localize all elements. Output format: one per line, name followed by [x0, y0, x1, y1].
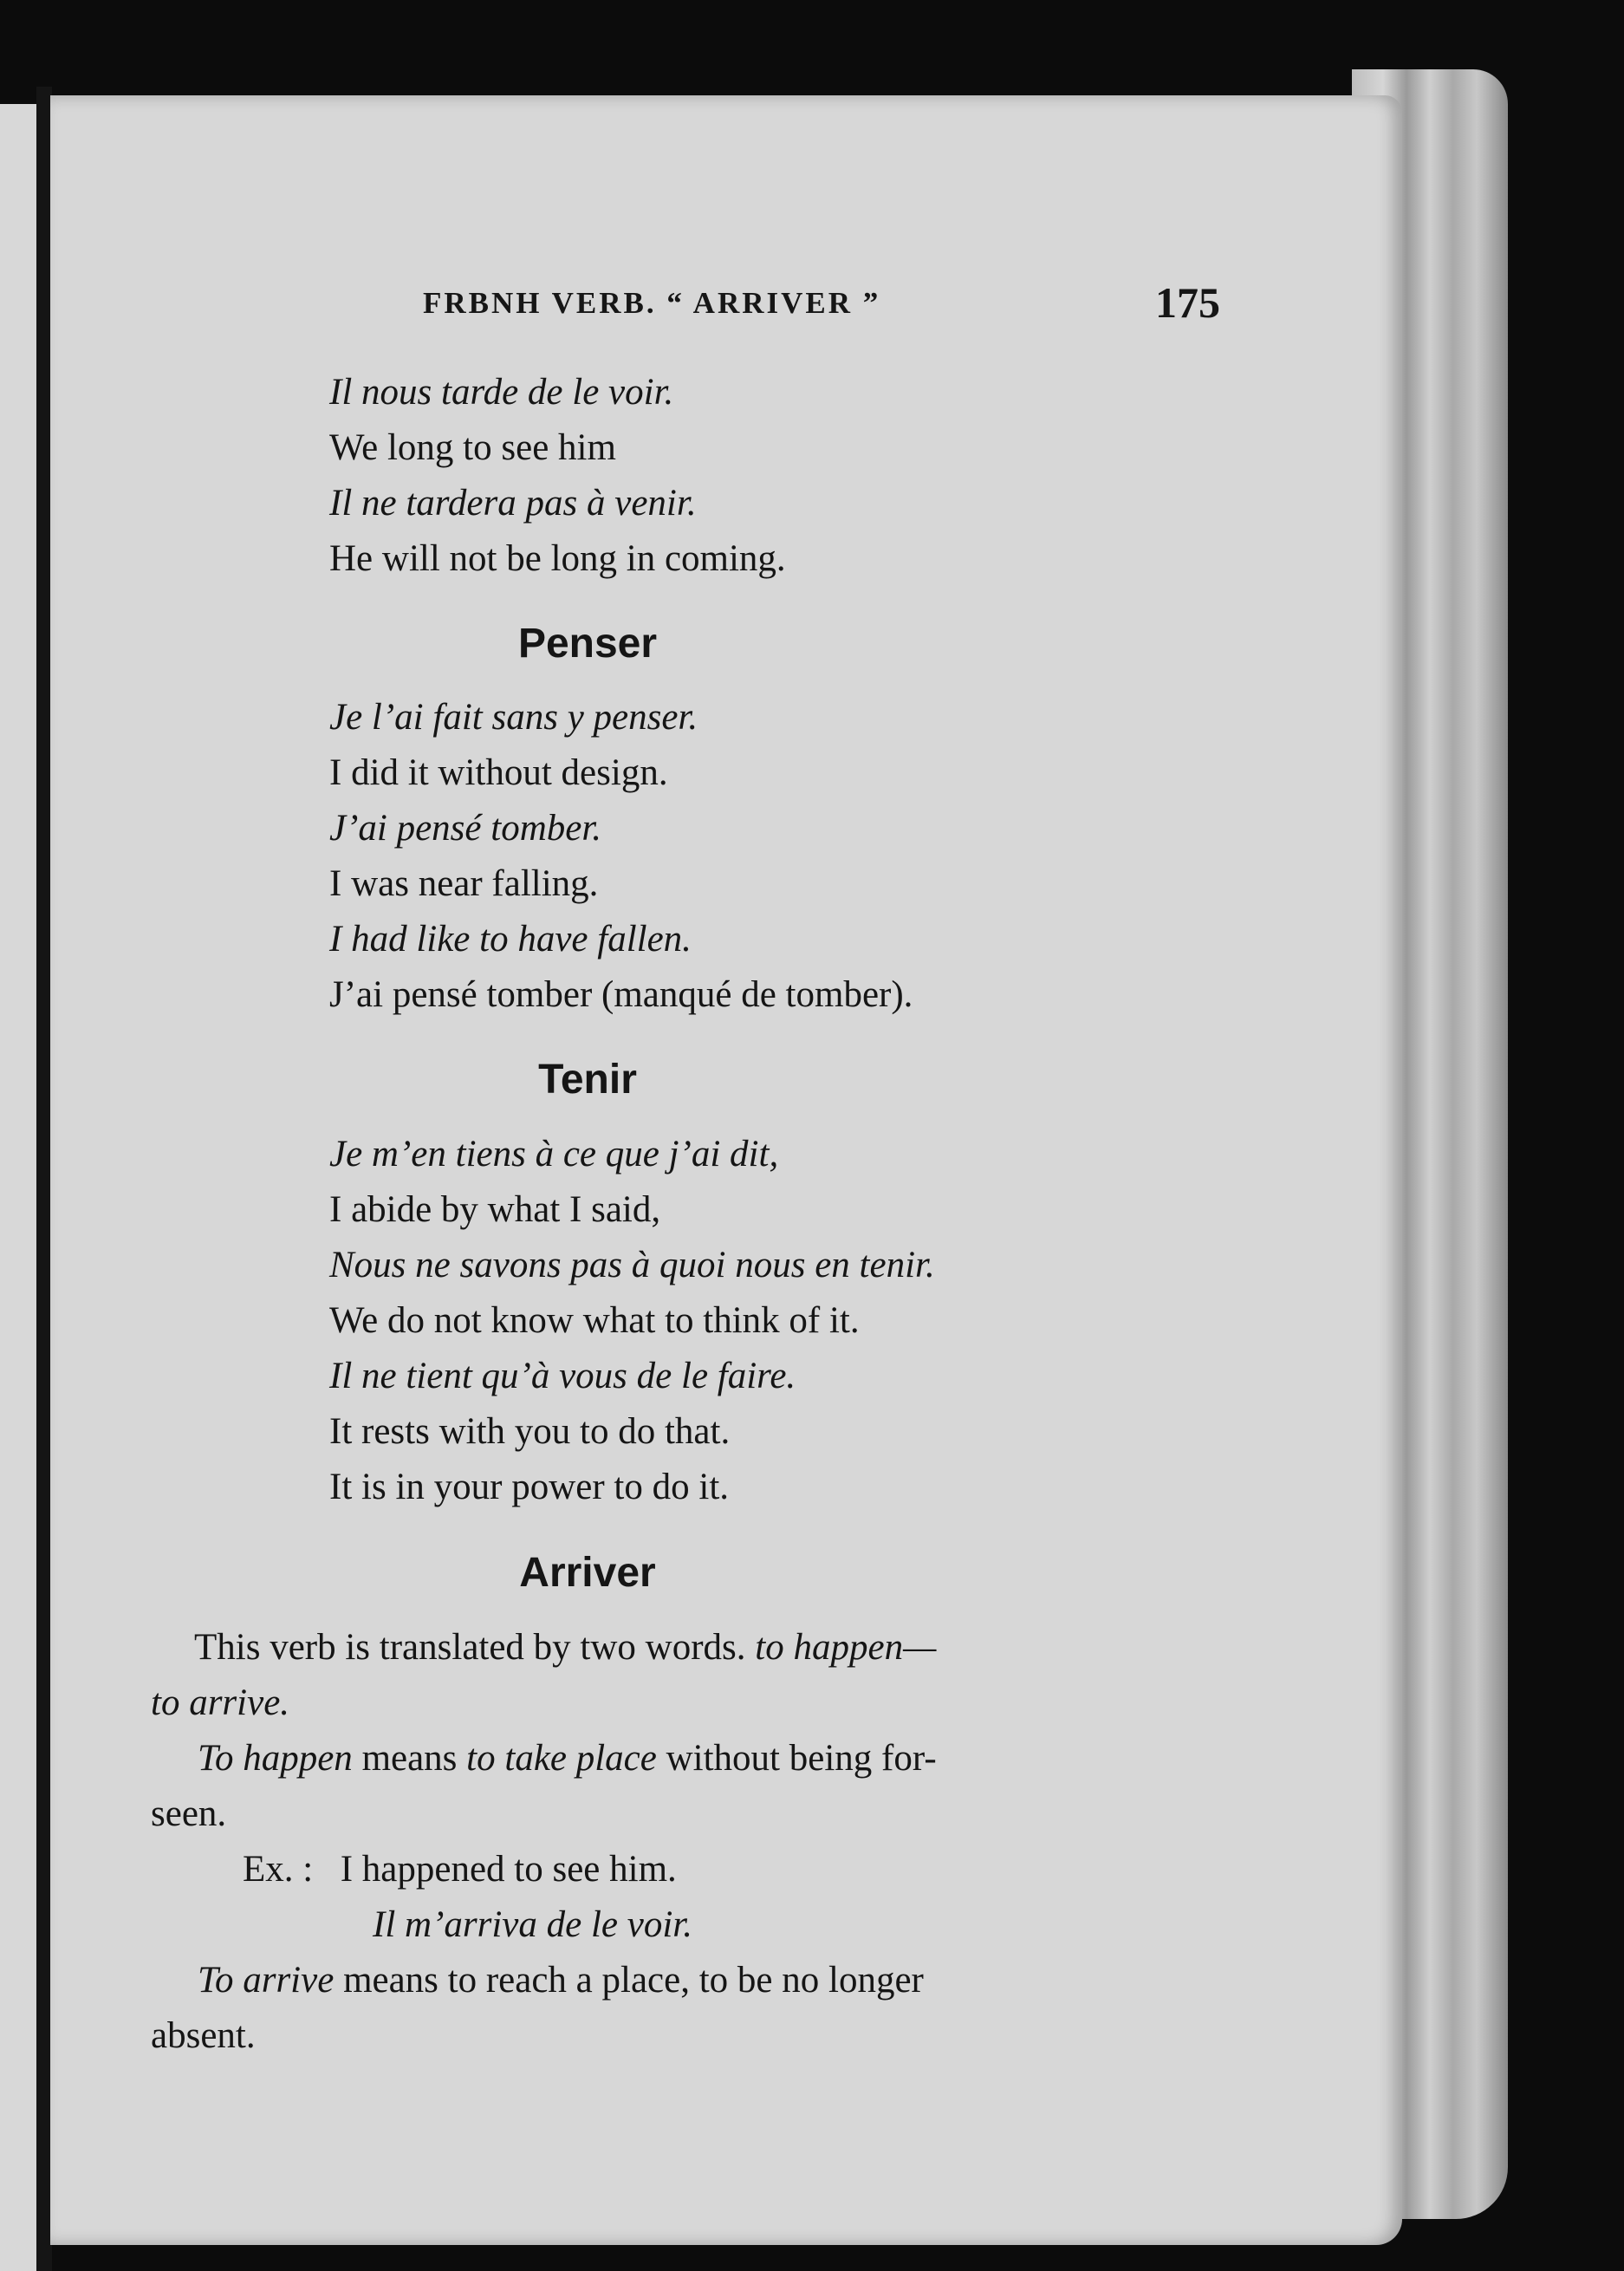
english-translation: We long to see him [329, 427, 616, 468]
french-phrase: Il nous tarde de le voir. [329, 372, 674, 413]
english-translation: He will not be long in coming. [329, 538, 786, 579]
french-phrase: J’ai pensé tomber. [329, 808, 602, 849]
page-header [50, 277, 1402, 329]
paragraph-text: means to reach a place, to be no longer [343, 1960, 924, 2001]
example-line [243, 1847, 677, 1892]
french-gloss: J’ai pensé tomber (manqué de tomber). [329, 974, 913, 1015]
paragraph-line [198, 1736, 937, 1781]
french-phrase: Il ne tardera pas à venir. [329, 483, 697, 524]
english-translation: We do not know what to think of it. [329, 1300, 860, 1341]
french-phrase: Je m’en tiens à ce que j’ai dit, [329, 1134, 779, 1175]
paragraph-text: without being for- [666, 1738, 937, 1779]
paragraph-text: seen. [151, 1793, 227, 1834]
french-phrase: Nous ne savons pas à quoi nous en tenir. [329, 1245, 935, 1285]
example-french: Il m’arriva de le voir. [373, 1904, 693, 1945]
paragraph-line [198, 1958, 924, 2003]
section-heading-arriver: Arriver [519, 1550, 656, 1596]
english-idiom: I had like to have fallen. [329, 919, 692, 960]
example-english: I happened to see him. [340, 1849, 677, 1890]
running-title: FRBNH VERB. “ ARRIVER ” [423, 286, 881, 320]
french-phrase: Je l’ai fait sans y penser. [329, 697, 698, 738]
english-translation: It is in your power to do it. [329, 1467, 730, 1507]
section-heading-tenir: Tenir [538, 1057, 637, 1103]
paragraph-line [194, 1625, 936, 1670]
english-translation: I did it without design. [329, 752, 668, 793]
page-number: 175 [1155, 278, 1220, 327]
english-translation: I was near falling. [329, 863, 599, 904]
english-translation: I abide by what I said, [329, 1189, 661, 1230]
italic-term: to happen— [755, 1627, 937, 1668]
italic-term: To arrive [198, 1960, 335, 2001]
french-phrase: Il ne tient qu’à vous de le faire. [329, 1356, 796, 1396]
italic-term: to arrive. [151, 1682, 290, 1723]
italic-term: to take place [466, 1738, 657, 1779]
section-heading-penser: Penser [517, 621, 658, 667]
paragraph-text: This verb is translated by two words. [194, 1627, 746, 1668]
left-page-edge [0, 104, 36, 2271]
example-label: Ex. : [243, 1849, 314, 1890]
italic-term: To happen [198, 1738, 353, 1779]
english-translation: It rests with you to do that. [329, 1411, 731, 1452]
paragraph-text: absent. [151, 2015, 256, 2056]
book-page [50, 95, 1402, 2245]
paragraph-text: means [361, 1738, 458, 1779]
